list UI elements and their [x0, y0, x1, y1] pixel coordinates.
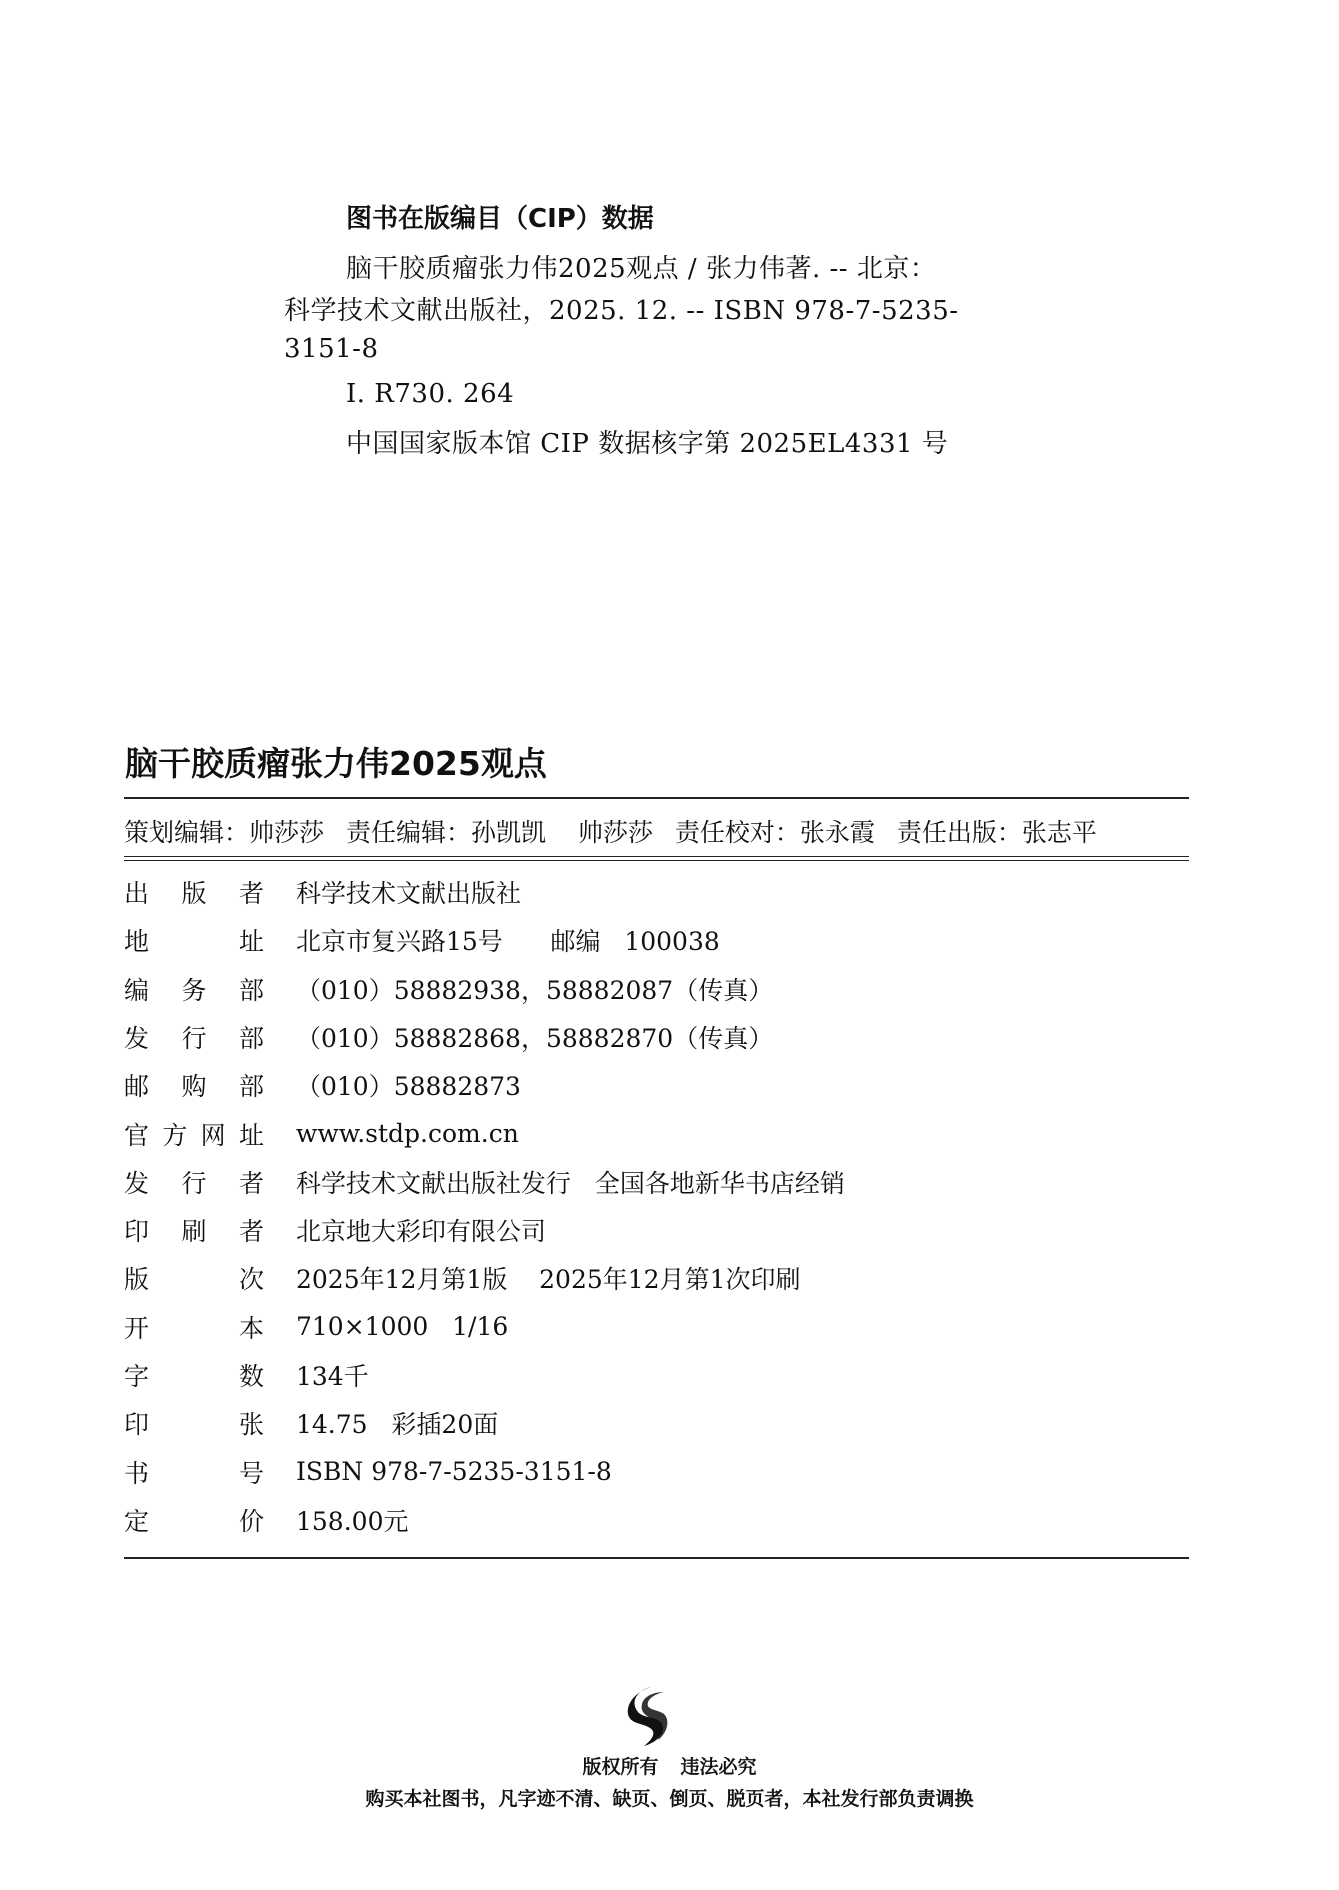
- info-label-char: 部: [238, 1023, 264, 1053]
- info-label: [124, 1357, 264, 1393]
- cip-line-1: 脑干胶质瘤张力伟2025观点 / 张力伟著. -- 北京：: [346, 254, 937, 284]
- editor-label: 责任出版：: [896, 818, 1022, 847]
- info-label-char: 定: [124, 1506, 150, 1536]
- info-label: [124, 1019, 264, 1055]
- info-label-char: 者: [238, 879, 264, 908]
- info-label-char: 地: [124, 927, 150, 957]
- editor-label: 策划编辑：: [124, 818, 250, 847]
- info-row: [124, 1162, 845, 1202]
- info-row: [124, 1114, 519, 1154]
- cip-line-3: 3151-8: [284, 334, 379, 364]
- info-label-char: 价: [238, 1506, 264, 1536]
- info-label: [124, 971, 264, 1007]
- info-label-char: 印: [124, 1410, 150, 1440]
- cip-line-2: 科学技术文献出版社，2025. 12. -- ISBN 978-7-5235-: [284, 296, 959, 326]
- info-label-char: 发: [124, 1023, 150, 1053]
- cip-line-5: 中国国家版本馆 CIP 数据核字第 2025EL4331 号: [346, 429, 949, 459]
- info-label-char: 方: [162, 1120, 188, 1150]
- info-label-char: 邮: [124, 1072, 150, 1102]
- editor-label: 责任编辑：: [346, 818, 472, 847]
- info-value: （010）58882868，58882870（传真）: [296, 1023, 774, 1053]
- rights-right: 违法必究: [680, 1756, 757, 1778]
- info-label: [124, 1116, 264, 1152]
- rights-left: 版权所有: [582, 1756, 659, 1778]
- info-label-char: 发: [124, 1168, 150, 1198]
- editor-names: 帅莎莎: [249, 818, 325, 847]
- info-label-char: 址: [238, 927, 264, 957]
- editor-names: 张永霞: [799, 818, 875, 847]
- info-label-char: 部: [238, 975, 264, 1005]
- info-label: [124, 874, 264, 910]
- info-label-char: 网: [200, 1120, 226, 1150]
- info-label: [124, 1260, 264, 1296]
- info-label-char: 号: [238, 1458, 264, 1488]
- info-row: [124, 920, 720, 960]
- info-label-char: 书: [124, 1458, 150, 1488]
- info-value: 158.00元: [296, 1506, 409, 1536]
- info-value: 710×1000 1/16: [296, 1312, 509, 1342]
- info-row: [124, 1355, 369, 1395]
- info-row: [124, 1210, 546, 1250]
- rights-statement: [0, 1752, 1339, 1779]
- info-row: [124, 872, 521, 912]
- info-row: [124, 1065, 521, 1105]
- info-row: [124, 1452, 612, 1492]
- info-bottom-rule: [124, 1557, 1189, 1559]
- info-value: www.stdp.com.cn: [296, 1119, 519, 1148]
- editor-group-responsible: [346, 813, 653, 849]
- info-label-char: 张: [238, 1410, 264, 1440]
- editor-names: 张志平: [1021, 818, 1097, 847]
- info-label-char: 次: [238, 1265, 264, 1295]
- info-label-char: 购: [181, 1072, 207, 1102]
- info-label-char: 者: [238, 1217, 264, 1247]
- info-value: 14.75 彩插20面: [296, 1410, 499, 1440]
- info-label-char: 字: [124, 1362, 150, 1391]
- info-value: （010）58882873: [296, 1072, 521, 1102]
- editor-names: 孙凯凯 帅莎莎: [471, 818, 653, 847]
- exchange-notice: 购买本社图书，凡字迹不清、缺页、倒页、脱页者，本社发行部负责调换: [365, 1788, 974, 1810]
- info-label-char: 务: [181, 975, 207, 1005]
- info-row: [124, 1403, 498, 1443]
- editor-group-planning: [124, 813, 324, 849]
- info-value: 科学技术文献出版社: [296, 879, 522, 908]
- info-label: [124, 1454, 264, 1490]
- editors-line: [124, 813, 1189, 849]
- editor-group-publishing: [897, 813, 1097, 849]
- info-label: [124, 1309, 264, 1345]
- info-value: 北京地大彩印有限公司: [296, 1217, 547, 1247]
- info-value: ISBN 978-7-5235-3151-8: [296, 1457, 612, 1487]
- info-value: 2025年12月第1版 2025年12月第1次印刷: [296, 1265, 801, 1295]
- info-label-char: 行: [181, 1023, 207, 1053]
- info-label-char: 版: [124, 1265, 150, 1295]
- info-value: 北京市复兴路15号 邮编 100038: [296, 927, 720, 957]
- info-row: [124, 1258, 800, 1298]
- editor-label: 责任校对：: [674, 818, 800, 847]
- info-label-char: 版: [181, 879, 207, 908]
- info-label-char: 部: [238, 1072, 264, 1102]
- info-label-char: 者: [238, 1168, 264, 1198]
- info-value: 科学技术文献出版社发行 全国各地新华书店经销: [296, 1168, 845, 1198]
- info-label: [124, 1164, 264, 1200]
- info-label-char: 官: [124, 1120, 150, 1150]
- info-label-char: 本: [238, 1313, 264, 1343]
- editors-rule: [124, 856, 1189, 861]
- info-label: [124, 922, 264, 958]
- info-row: [124, 969, 773, 1009]
- info-label-char: 编: [124, 975, 150, 1005]
- title-rule: [124, 797, 1189, 799]
- info-label: [124, 1212, 264, 1248]
- info-label-char: 印: [124, 1217, 150, 1247]
- info-label-char: 出: [124, 879, 150, 908]
- cip-line-4: Ⅰ. R730. 264: [346, 379, 515, 409]
- info-label-char: 刷: [181, 1217, 207, 1247]
- book-title: 脑干胶质瘤张力伟2025观点: [125, 744, 547, 783]
- info-value: （010）58882938，58882087（传真）: [296, 975, 774, 1005]
- info-value: 134千: [296, 1362, 369, 1391]
- info-label-char: 址: [238, 1120, 264, 1150]
- info-label-char: 数: [238, 1362, 264, 1391]
- info-label: [124, 1502, 264, 1538]
- info-label-char: 开: [124, 1313, 150, 1343]
- info-label: [124, 1405, 264, 1441]
- info-row: [124, 1500, 408, 1540]
- info-row: [124, 1307, 508, 1347]
- info-label: [124, 1067, 264, 1103]
- publisher-logo-icon: [624, 1682, 672, 1750]
- editor-group-proofreading: [675, 813, 875, 849]
- cip-title: 图书在版编目（CIP）数据: [346, 204, 654, 234]
- info-row: [124, 1017, 773, 1057]
- info-label-char: 行: [181, 1168, 207, 1198]
